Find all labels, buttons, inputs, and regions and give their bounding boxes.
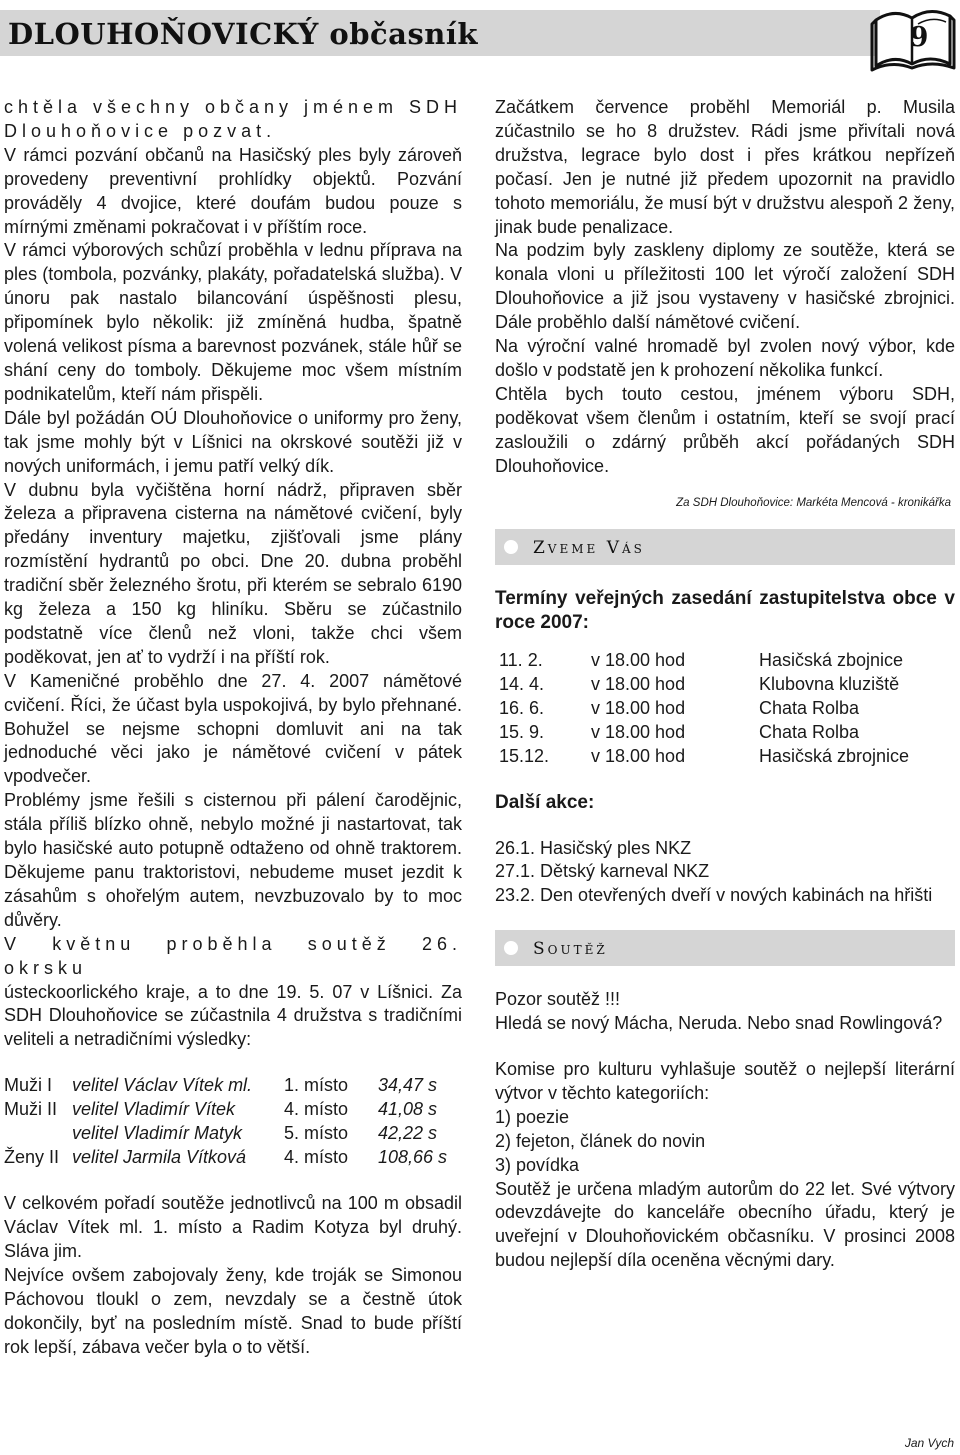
- left-para-3: V rámci výborových schůzí proběhla v lednu příprava na ples (tombola, pozvánky, plakáty, pořadatelská služba). V únoru pak nastalo bilancování úspěšnosti plesu, připomínek bylo několik: již zmíněná hudba, špatně volená velikost písma a barevnost pozvánek, stále hůř se shání ceny do tomboly. Děkujeme moc všem místním podnikatelům, kteří nám přispěli.: [4, 240, 462, 404]
- bullet-icon: [504, 941, 518, 955]
- right-para-1: Začátkem července proběhl Memoriál p. Musila zúčastnilo se ho 8 družstev. Rádi jsme přivítali nová družstva, legrace bylo dost i přes krátkou nepřízeň počasí. Jen je nutné již předem upozornit na pravidlo tohoto memoriálu, že musí být v družstvu alespoň 2 ženy, jinak bude penalizace.: [495, 97, 955, 237]
- bullet-icon: [504, 540, 518, 554]
- right-para-4: Chtěla bych touto cestou, jménem výboru SDH, poděkovat všem členům i ostatním, kteří se svojí prací zasloužili o zdárný průběh akcí pořádaných SDH Dlouhoňovice.: [495, 383, 955, 476]
- left-para-5: V dubnu byla vyčištěna horní nádrž, připraven sběr železa a připravena cisterna na námětové cvičení, byly předány inventury majetku, zjišťovali jsme plány rozmístění hydrantů po obci. Dne 20. dubna proběhl tradiční sběr železného šrotu, při kterém se sebralo 6190 kg železa a 150 kg hliníku. Sběru se zúčastnilo podstatně více členů než vloni, takže chci všem poděkovat, jen ať to vydrží i na příští rok.: [4, 479, 462, 667]
- list-item: 2) fejeton, článek do novin: [495, 1130, 706, 1151]
- page-number: 9: [909, 22, 929, 53]
- left-para-8: ústeckoorlického kraje, a to dne 19. 5. 07 v Líšnici. Za SDH Dlouhoňovice se zúčastnila 4 družstva s tradičními veliteli a netradičními výsledky:: [4, 981, 462, 1050]
- competition-alert: Pozor soutěž !!!: [495, 989, 621, 1010]
- meetings-heading: Termíny veřejných zasedání zastupitelstva obce v roce 2007:: [495, 587, 955, 633]
- table-row: [499, 721, 909, 745]
- section-header-competition: [495, 930, 955, 966]
- title-sub: občasník: [329, 17, 478, 51]
- result-place: 4. místo: [284, 1099, 349, 1120]
- result-time: 41,08 s: [378, 1099, 438, 1120]
- list-item: 27.1. Dětský karneval NKZ: [495, 861, 710, 882]
- table-row: [4, 1122, 458, 1146]
- meeting-time: v 18.00 hod: [591, 745, 686, 766]
- competition-question: Hledá se nový Mácha, Neruda. Nebo snad Rowlingová?: [495, 1013, 943, 1034]
- left-para-8-spaced: V květnu proběhla soutěž 26. okrsku: [4, 933, 462, 978]
- meeting-date: 15. 9.: [499, 721, 545, 742]
- competition-rules: Soutěž je určena mladým autorům do 22 let. Své výtvory odevzdávejte do kanceláře obecního úřadu, který je uveřejní v Dlouhoňovickém občasníku. V prosinci 2008 budou nejlepší díla oceněna věcnými dary.: [495, 1178, 955, 1271]
- meeting-date: 11. 2.: [499, 649, 543, 670]
- left-para-10: Nejvíce ovšem zabojovaly ženy, kde troják se Simonou Páchovou tloukl o zem, nevzdaly se a čestně útok dokončily, byť na posledním místě. Snad to bude příští rok lepší, zábava večer byla o to větší.: [4, 1264, 462, 1357]
- list-item: 23.2. Den otevřených dveří v nových kabinách na hřišti: [495, 885, 933, 906]
- right-para-3: Na výroční valné hromadě byl zvolen nový výbor, kde došlo v podstatě jen k prohození několika funkcí.: [495, 336, 955, 380]
- section-header-invitation: [495, 529, 955, 565]
- title-main: DLOUHOŇOVICKÝ: [8, 17, 319, 51]
- result-leader: velitel Vladimír Matyk: [72, 1123, 243, 1144]
- left-para-6: V Kameničné proběhlo dne 27. 4. 2007 námětové cvičení. Říci, že účast byla uspokojivá, by bylo přehnané. Bohužel se nejsme schopni domluvit ani na tak jednoduché věci jako je námětové cvičení v pátek vpodvečer.: [4, 670, 462, 787]
- list-item: 3) povídka: [495, 1154, 580, 1175]
- meeting-time: v 18.00 hod: [591, 649, 686, 670]
- meeting-time: v 18.00 hod: [591, 721, 686, 742]
- result-team: Muži I: [4, 1075, 53, 1096]
- left-para-1: chtěla všechny občany jménem SDH Dlouhoňovice pozvat.: [4, 97, 462, 141]
- meeting-place: Klubovna kluziště: [759, 673, 900, 694]
- result-place: 5. místo: [284, 1123, 349, 1144]
- section-title-competition: Soutěž: [533, 939, 608, 960]
- meetings-table: [499, 649, 909, 769]
- result-time: 108,66 s: [378, 1147, 448, 1168]
- newsletter-title: [8, 12, 478, 54]
- result-team: Ženy II: [4, 1147, 60, 1168]
- right-column: [495, 96, 955, 1273]
- section-title-invitation: Zveme Vás: [533, 537, 645, 558]
- meeting-time: v 18.00 hod: [591, 673, 686, 694]
- result-place: 4. místo: [284, 1147, 349, 1168]
- result-time: 34,47 s: [378, 1075, 438, 1096]
- list-item: 1) poezie: [495, 1106, 570, 1127]
- chronicler-signature: Za SDH Dlouhoňovice: Markéta Mencová - kronikářka: [676, 496, 951, 509]
- meeting-place: Hasičská zbojnice: [759, 649, 904, 670]
- result-leader: velitel Jarmila Vítková: [72, 1147, 247, 1168]
- meeting-date: 16. 6.: [499, 697, 545, 718]
- left-para-4: Dále byl požádán OÚ Dlouhoňovice o uniformy pro ženy, tak jsme mohly být v Líšnici na okrskové soutěži již v nových uniformách, i jemu patří velký dík.: [4, 407, 462, 476]
- meeting-place: Hasičská zbrojnice: [759, 745, 910, 766]
- competition-intro: Komise pro kulturu vyhlašuje soutěž o nejlepší literární výtvor v těchto kategoriích:: [495, 1059, 955, 1103]
- right-para-2: Na podzim byly zaskleny diplomy ze soutěže, která se konala vloni u příležitosti 100 let výročí založení SDH Dlouhoňovice a již jsou vystaveny v hasičské zbrojnici. Dále proběhlo další námětové cvičení.: [495, 240, 955, 333]
- left-para-2: V rámci pozvání občanů na Hasičský ples byly zároveň provedeny preventivní prohlídky objektů. Pozvání prováděly 4 dvojice, které doufám budou pouze s mírnými změnami pokračovat i v příštím roce.: [4, 144, 462, 237]
- table-row: [499, 673, 909, 697]
- table-row: [499, 649, 909, 673]
- table-row: [4, 1146, 458, 1170]
- competition-results-table: [4, 1074, 458, 1170]
- meeting-place: Chata Rolba: [759, 721, 860, 742]
- left-para-9: V celkovém pořadí soutěže jednotlivců na 100 m obsadil Václav Vítek ml. 1. místo a Radim Kotyza byl druhý. Sláva jim.: [4, 1193, 462, 1262]
- result-team: Muži II: [4, 1099, 58, 1120]
- page-header: [0, 0, 960, 80]
- result-time: 42,22 s: [378, 1123, 438, 1144]
- result-leader: velitel Vladimír Vítek: [72, 1099, 236, 1120]
- left-column: [4, 96, 462, 1360]
- meeting-time: v 18.00 hod: [591, 697, 686, 718]
- events-heading: Další akce:: [495, 791, 595, 813]
- author-signature: Jan Vych: [904, 1436, 954, 1450]
- result-leader: velitel Václav Vítek ml.: [72, 1075, 253, 1096]
- meeting-date: 15.12.: [499, 745, 550, 766]
- table-row: [499, 745, 909, 769]
- result-team: [4, 1122, 72, 1146]
- list-item: 26.1. Hasičský ples NKZ: [495, 837, 692, 858]
- table-row: [4, 1074, 458, 1098]
- meeting-date: 14. 4.: [499, 673, 545, 694]
- table-row: [499, 697, 909, 721]
- table-row: [4, 1098, 458, 1122]
- meeting-place: Chata Rolba: [759, 697, 860, 718]
- left-para-7: Problémy jsme řešili s cisternou při pálení čarodějnic, stála příliš blízko ohně, nebylo možné ji nastartovat, tak bylo hasičské auto potupně odtaženo od ohně traktorem. Děkujeme panu traktoristovi, nebudeme muset jezdit k zásahům s ohořelým autem, nevzbuzovalo by to moc důvěry.: [4, 790, 462, 930]
- result-place: 1. místo: [284, 1075, 349, 1096]
